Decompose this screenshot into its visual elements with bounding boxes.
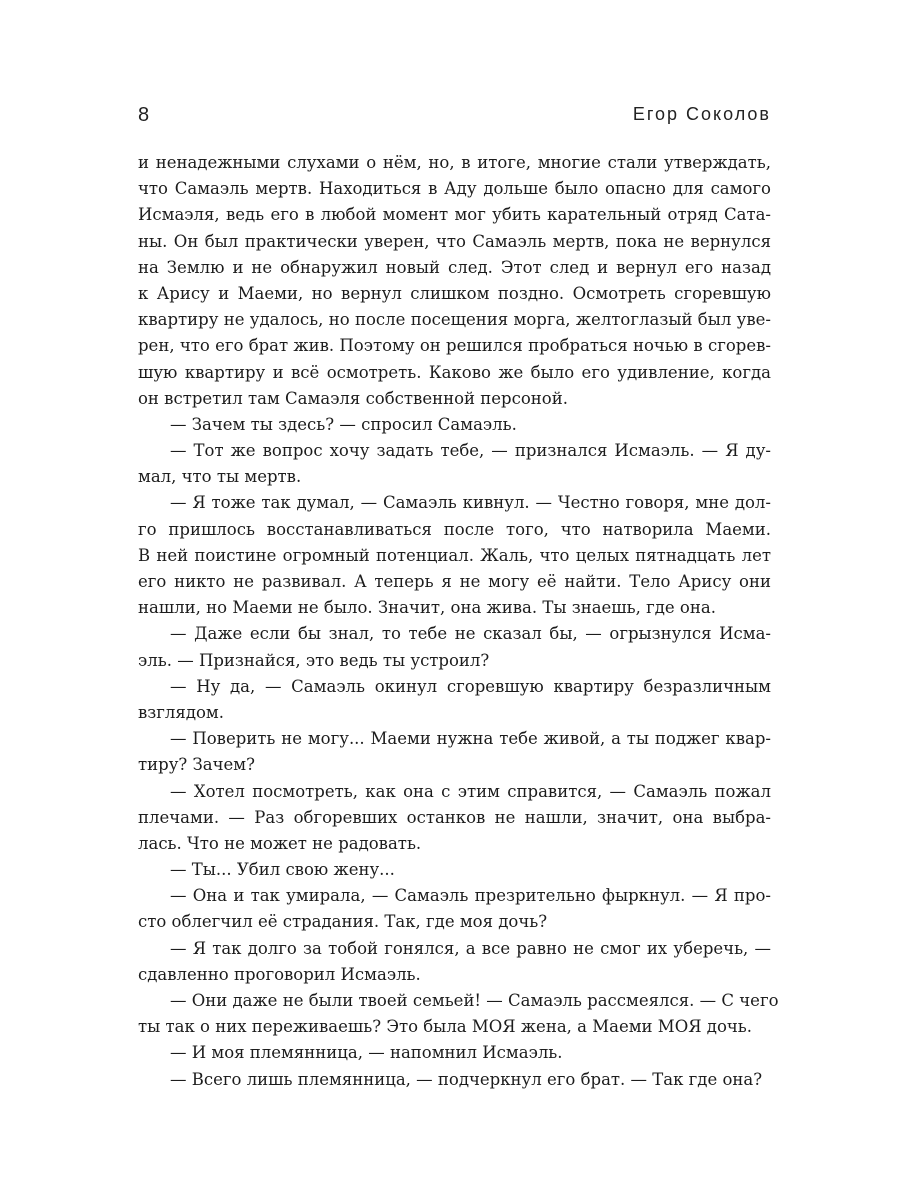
text-line: сдавленно проговорил Исмаэль. <box>138 964 421 984</box>
running-header <box>138 104 771 134</box>
text-line: — Они даже не были твоей семьей! — Самаэль рассмеялся. — С чего <box>170 991 779 1010</box>
text-line: взглядом. <box>138 702 224 722</box>
text-line: В ней поистине огромный потенциал. Жаль, что целых пятнадцать лет <box>138 545 771 565</box>
text-line: — Тот же вопрос хочу задать тебе, — признался Исмаэль. — Я ду- <box>170 441 771 461</box>
text-line: — Зачем ты здесь? — спросил Самаэль. <box>170 414 517 434</box>
text-line: ты так о них переживаешь? Это была МОЯ жена, а Маеми МОЯ дочь. <box>138 1017 753 1037</box>
text-line: — Всего лишь племянница, — подчеркнул его брат. — Так где она? <box>170 1069 763 1089</box>
text-line: нашли, но Маеми не было. Значит, она жива. Ты знаешь, где она. <box>138 598 716 618</box>
text-line: плечами. — Раз обгоревших останков не нашли, значит, она выбра- <box>138 807 771 827</box>
body-text <box>138 150 779 1093</box>
text-line: шую квартиру и всё осмотреть. Каково же было его удивление, когда <box>138 362 771 382</box>
text-line: ны. Он был практически уверен, что Самаэль мертв, пока не вернулся <box>138 231 771 251</box>
text-line: и ненадежными слухами о нём, но, в итоге, многие стали утверждать, <box>138 153 771 172</box>
page-number: 8 <box>138 104 150 126</box>
text-line: — Ты... Убил свою жену... <box>170 860 395 880</box>
text-line: эль. — Признайся, это ведь ты устроил? <box>138 650 490 670</box>
text-line: — Она и так умирала, — Самаэль презрительно фыркнул. — Я про- <box>170 886 771 906</box>
text-line: сто облегчил её страдания. Так, где моя дочь? <box>138 912 548 932</box>
text-line: что Самаэль мертв. Находиться в Аду дольше было опасно для самого <box>138 179 771 199</box>
text-line: — И моя племянница, — напомнил Исмаэль. <box>170 1043 563 1063</box>
author-name: Егор Соколов <box>632 104 771 124</box>
text-line: на Землю и не обнаружил новый след. Этот след и вернул его назад <box>138 257 771 277</box>
text-line: его никто не развивал. А теперь я не могу её найти. Тело Арису они <box>138 572 771 591</box>
text-line: — Поверить не могу... Маеми нужна тебе живой, а ты поджег квар- <box>170 729 771 749</box>
text-line: мал, что ты мертв. <box>138 467 302 487</box>
text-line: — Хотел посмотреть, как она с этим справится, — Самаэль пожал <box>170 781 771 801</box>
text-line: он встретил там Самаэля собственной персоной. <box>138 388 568 408</box>
text-line: к Арису и Маеми, но вернул слишком поздно. Осмотреть сгоревшую <box>138 283 771 303</box>
text-line: — Я тоже так думал, — Самаэль кивнул. — Честно говоря, мне дол- <box>170 493 771 513</box>
text-line: рен, что его брат жив. Поэтому он решился пробраться ночью в сгорев- <box>138 336 771 356</box>
text-line: Исмаэля, ведь его в любой момент мог убить карательный отряд Сата- <box>138 205 771 225</box>
text-line: — Даже если бы знал, то тебе не сказал бы, — огрызнулся Исма- <box>170 624 771 644</box>
text-line: лась. Что не может не радовать. <box>138 833 422 853</box>
text-line: го пришлось восстанавливаться после того, что натворила Маеми. <box>138 519 771 539</box>
text-line: квартиру не удалось, но после посещения морга, желтоглазый был уве- <box>138 310 771 330</box>
text-line: — Я так долго за тобой гонялся, а все равно не смог их уберечь, — <box>170 938 771 958</box>
text-line: — Ну да, — Самаэль окинул сгоревшую квартиру безразличным <box>170 676 771 696</box>
text-line: тиру? Зачем? <box>138 755 255 775</box>
